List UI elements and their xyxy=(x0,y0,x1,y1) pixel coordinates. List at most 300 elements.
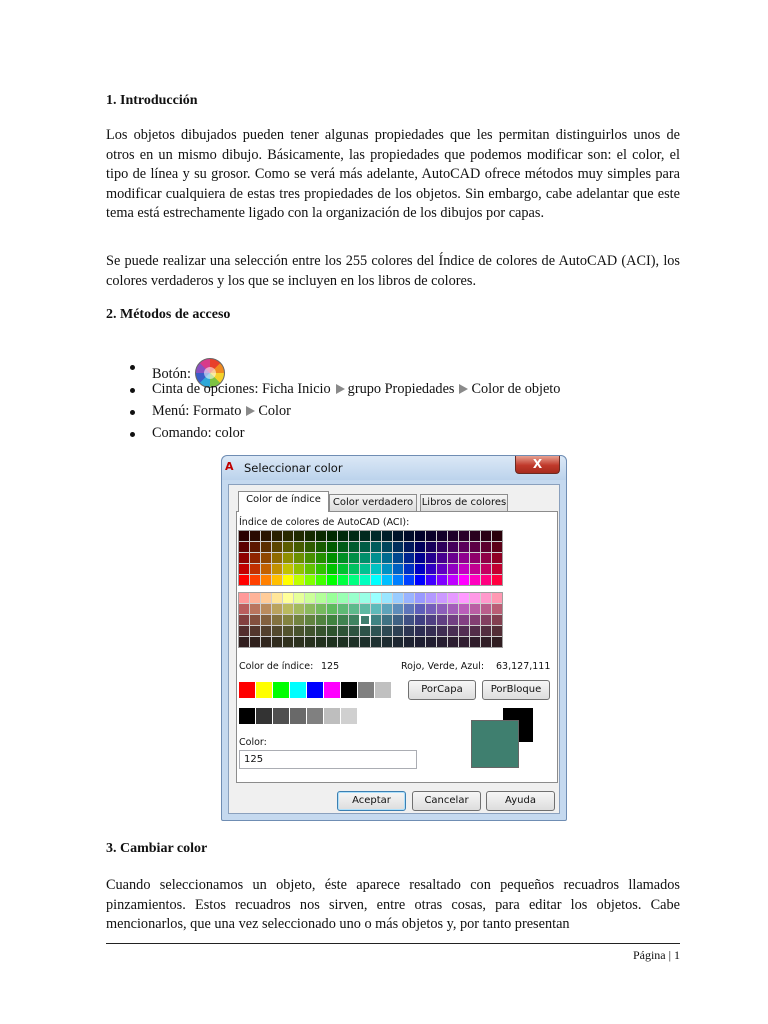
aci-swatch[interactable] xyxy=(492,615,502,625)
list-item-text: Comando: color xyxy=(152,425,245,441)
aci-swatch[interactable] xyxy=(294,542,304,552)
accept-button[interactable]: Aceptar xyxy=(337,791,406,811)
aci-swatch[interactable] xyxy=(393,626,403,636)
section-2-heading: 2. Métodos de acceso xyxy=(106,307,231,322)
aci-swatch[interactable] xyxy=(437,615,447,625)
aci-swatch[interactable] xyxy=(404,575,414,585)
gray-color-swatch[interactable] xyxy=(290,708,306,724)
aci-swatch[interactable] xyxy=(415,626,425,636)
aci-swatch[interactable] xyxy=(283,553,293,563)
aci-swatch[interactable] xyxy=(283,542,293,552)
aci-swatch[interactable] xyxy=(305,542,315,552)
aci-swatch[interactable] xyxy=(349,615,359,625)
standard-color-swatch[interactable] xyxy=(375,682,391,698)
aci-swatch[interactable] xyxy=(316,626,326,636)
aci-swatch[interactable] xyxy=(426,637,436,647)
aci-swatch[interactable] xyxy=(492,604,502,614)
aci-swatch[interactable] xyxy=(349,575,359,585)
aci-swatch[interactable] xyxy=(261,604,271,614)
aci-swatch[interactable] xyxy=(382,542,392,552)
aci-swatch[interactable] xyxy=(327,604,337,614)
aci-swatch[interactable] xyxy=(360,575,370,585)
aci-swatch[interactable] xyxy=(393,615,403,625)
aci-swatch[interactable] xyxy=(470,553,480,563)
aci-swatch[interactable] xyxy=(327,564,337,574)
aci-swatch[interactable] xyxy=(448,593,458,603)
aci-swatch[interactable] xyxy=(382,531,392,541)
aci-swatch[interactable] xyxy=(448,615,458,625)
aci-swatch[interactable] xyxy=(481,637,491,647)
aci-swatch[interactable] xyxy=(305,531,315,541)
aci-swatch[interactable] xyxy=(481,531,491,541)
aci-swatch[interactable] xyxy=(272,615,282,625)
aci-swatch[interactable] xyxy=(393,604,403,614)
aci-swatch[interactable] xyxy=(470,604,480,614)
aci-swatch[interactable] xyxy=(459,542,469,552)
aci-swatch[interactable] xyxy=(393,564,403,574)
aci-swatch[interactable] xyxy=(272,542,282,552)
aci-swatch[interactable] xyxy=(294,553,304,563)
aci-swatch[interactable] xyxy=(316,542,326,552)
aci-swatch[interactable] xyxy=(448,542,458,552)
aci-swatch[interactable] xyxy=(415,542,425,552)
aci-swatch[interactable] xyxy=(415,637,425,647)
list-item xyxy=(152,381,560,398)
aci-swatch[interactable] xyxy=(448,637,458,647)
aci-swatch[interactable] xyxy=(239,604,249,614)
aci-swatch[interactable] xyxy=(338,575,348,585)
aci-swatch[interactable] xyxy=(481,564,491,574)
standard-color-swatch[interactable] xyxy=(324,682,340,698)
aci-swatch[interactable] xyxy=(349,593,359,603)
aci-swatch[interactable] xyxy=(371,637,381,647)
aci-swatch[interactable] xyxy=(294,531,304,541)
aci-swatch[interactable] xyxy=(294,615,304,625)
aci-swatch[interactable] xyxy=(437,593,447,603)
aci-swatch[interactable] xyxy=(327,593,337,603)
aci-swatch[interactable] xyxy=(437,604,447,614)
aci-swatch[interactable] xyxy=(404,564,414,574)
aci-swatch[interactable] xyxy=(272,593,282,603)
aci-swatch[interactable] xyxy=(261,637,271,647)
aci-swatch[interactable] xyxy=(459,637,469,647)
aci-swatch[interactable] xyxy=(294,637,304,647)
aci-swatch[interactable] xyxy=(338,637,348,647)
aci-swatch[interactable] xyxy=(448,626,458,636)
aci-swatch[interactable] xyxy=(426,575,436,585)
aci-swatch[interactable] xyxy=(470,626,480,636)
aci-swatch[interactable] xyxy=(492,531,502,541)
grips-paragraph: Cuando seleccionamos un objeto, éste aparece resaltado con pequeños recuadros llamados pinzamientos. Estos recuadros nos sirven, entre otras cosas, para editar los objetos. Cabe mencionarlos, que una vez seleccionado uno o más objetos y, por tanto presentan xyxy=(106,877,680,933)
aci-swatch[interactable] xyxy=(360,626,370,636)
aci-swatch[interactable] xyxy=(239,531,249,541)
help-button[interactable]: Ayuda xyxy=(486,791,555,811)
aci-swatch[interactable] xyxy=(338,593,348,603)
aci-swatch[interactable] xyxy=(239,593,249,603)
list-item-text: Botón: xyxy=(152,366,191,382)
aci-swatch[interactable] xyxy=(470,575,480,585)
rgb-label: Rojo, Verde, Azul: xyxy=(401,661,485,672)
list-item-text: Color de objeto xyxy=(471,381,561,397)
aci-swatch[interactable] xyxy=(371,604,381,614)
aci-swatch[interactable] xyxy=(349,626,359,636)
standard-color-swatch[interactable] xyxy=(307,682,323,698)
aci-swatch[interactable] xyxy=(327,553,337,563)
aci-swatch[interactable] xyxy=(305,604,315,614)
aci-swatch[interactable] xyxy=(272,637,282,647)
aci-swatch[interactable] xyxy=(349,542,359,552)
new-color-swatch xyxy=(471,720,519,768)
aci-swatch[interactable] xyxy=(437,564,447,574)
aci-swatch[interactable] xyxy=(404,615,414,625)
aci-swatch[interactable] xyxy=(239,615,249,625)
aci-swatch[interactable] xyxy=(437,553,447,563)
aci-swatch[interactable] xyxy=(393,575,403,585)
aci-swatch[interactable] xyxy=(338,564,348,574)
aci-swatch[interactable] xyxy=(492,575,502,585)
aci-swatch[interactable] xyxy=(404,604,414,614)
aci-swatch[interactable] xyxy=(459,575,469,585)
aci-swatch[interactable] xyxy=(316,531,326,541)
standard-color-swatch[interactable] xyxy=(341,682,357,698)
aci-swatch[interactable] xyxy=(481,615,491,625)
aci-swatch[interactable] xyxy=(426,542,436,552)
aci-swatch[interactable] xyxy=(283,615,293,625)
aci-swatch[interactable] xyxy=(239,553,249,563)
aci-swatch[interactable] xyxy=(470,593,480,603)
aci-swatch[interactable] xyxy=(371,564,381,574)
aci-swatch[interactable] xyxy=(261,553,271,563)
aci-swatch[interactable] xyxy=(481,604,491,614)
aci-swatch[interactable] xyxy=(360,637,370,647)
aci-swatch[interactable] xyxy=(349,531,359,541)
aci-swatch[interactable] xyxy=(294,626,304,636)
list-item-text: Cinta de opciones: Ficha Inicio xyxy=(152,381,331,397)
aci-swatch[interactable] xyxy=(272,626,282,636)
aci-swatch[interactable] xyxy=(426,593,436,603)
dialog-titlebar[interactable] xyxy=(222,456,566,480)
gray-color-swatch[interactable] xyxy=(256,708,272,724)
gray-color-swatch[interactable] xyxy=(341,708,357,724)
aci-swatch[interactable] xyxy=(360,531,370,541)
aci-swatch[interactable] xyxy=(426,604,436,614)
aci-swatch[interactable] xyxy=(393,637,403,647)
bullet-dot xyxy=(130,388,135,393)
aci-swatch[interactable] xyxy=(415,604,425,614)
aci-swatch[interactable] xyxy=(437,542,447,552)
aci-swatch[interactable] xyxy=(404,593,414,603)
aci-swatch[interactable] xyxy=(492,553,502,563)
aci-tab-panel xyxy=(236,511,558,783)
aci-swatch[interactable] xyxy=(481,553,491,563)
tab-color-indice[interactable]: Color de índice xyxy=(238,491,329,512)
aci-swatch[interactable] xyxy=(459,626,469,636)
aci-swatch[interactable] xyxy=(294,604,304,614)
aci-swatch[interactable] xyxy=(382,626,392,636)
aci-swatch[interactable] xyxy=(492,542,502,552)
aci-swatch[interactable] xyxy=(250,637,260,647)
aci-swatch[interactable] xyxy=(470,542,480,552)
aci-swatch[interactable] xyxy=(338,626,348,636)
aci-swatch[interactable] xyxy=(470,615,480,625)
aci-swatch[interactable] xyxy=(426,553,436,563)
aci-swatch[interactable] xyxy=(294,575,304,585)
standard-color-swatch[interactable] xyxy=(239,682,255,698)
cancel-button[interactable]: Cancelar xyxy=(412,791,481,811)
aci-swatch[interactable] xyxy=(338,553,348,563)
aci-swatch[interactable] xyxy=(426,626,436,636)
aci-swatch[interactable] xyxy=(250,604,260,614)
aci-swatch[interactable] xyxy=(272,564,282,574)
aci-swatch[interactable] xyxy=(492,593,502,603)
bylayer-button[interactable]: PorCapa xyxy=(408,680,476,700)
aci-swatch[interactable] xyxy=(360,553,370,563)
aci-swatch[interactable] xyxy=(459,564,469,574)
aci-swatch[interactable] xyxy=(371,615,381,625)
aci-swatch[interactable] xyxy=(426,564,436,574)
close-icon: X xyxy=(532,457,543,471)
aci-swatch[interactable] xyxy=(360,615,370,625)
aci-swatch[interactable] xyxy=(349,604,359,614)
aci-swatch[interactable] xyxy=(470,637,480,647)
color-field-label: Color: xyxy=(239,737,267,748)
aci-swatch[interactable] xyxy=(305,593,315,603)
aci-swatch[interactable] xyxy=(327,542,337,552)
aci-swatch[interactable] xyxy=(404,626,414,636)
section-3-heading: 3. Cambiar color xyxy=(106,841,208,856)
standard-color-swatch[interactable] xyxy=(256,682,272,698)
aci-swatch[interactable] xyxy=(371,575,381,585)
aci-swatch[interactable] xyxy=(338,615,348,625)
aci-swatch[interactable] xyxy=(448,564,458,574)
page-number: Página | 1 xyxy=(632,948,680,962)
aci-swatch[interactable] xyxy=(250,626,260,636)
standard-color-swatch[interactable] xyxy=(358,682,374,698)
aci-swatch[interactable] xyxy=(448,531,458,541)
aci-swatch[interactable] xyxy=(437,531,447,541)
aci-swatch[interactable] xyxy=(327,575,337,585)
aci-swatch[interactable] xyxy=(360,542,370,552)
aci-swatch[interactable] xyxy=(415,553,425,563)
tab-libros-colores[interactable]: Libros de colores xyxy=(420,494,508,511)
aci-swatch[interactable] xyxy=(448,604,458,614)
aci-swatch[interactable] xyxy=(316,575,326,585)
aci-swatch[interactable] xyxy=(415,564,425,574)
aci-swatch[interactable] xyxy=(261,542,271,552)
aci-swatch[interactable] xyxy=(327,531,337,541)
autocad-logo-icon: A xyxy=(225,460,234,473)
tab-color-verdadero[interactable]: Color verdadero xyxy=(329,494,417,511)
aci-swatch[interactable] xyxy=(415,575,425,585)
aci-swatch[interactable] xyxy=(327,626,337,636)
standard-color-swatch[interactable] xyxy=(273,682,289,698)
aci-swatch[interactable] xyxy=(261,593,271,603)
aci-swatch[interactable] xyxy=(316,564,326,574)
list-item-text: grupo Propiedades xyxy=(347,381,455,397)
aci-swatch[interactable] xyxy=(239,542,249,552)
aci-swatch[interactable] xyxy=(382,553,392,563)
aci-swatch[interactable] xyxy=(393,593,403,603)
aci-swatch[interactable] xyxy=(316,553,326,563)
aci-swatch[interactable] xyxy=(294,593,304,603)
aci-swatch[interactable] xyxy=(349,553,359,563)
aci-swatch[interactable] xyxy=(481,575,491,585)
aci-swatch[interactable] xyxy=(382,604,392,614)
aci-swatch[interactable] xyxy=(305,626,315,636)
dialog-title: Seleccionar color xyxy=(244,461,343,475)
aci-swatch[interactable] xyxy=(459,604,469,614)
aci-swatch[interactable] xyxy=(338,542,348,552)
aci-swatch[interactable] xyxy=(239,637,249,647)
aci-swatch[interactable] xyxy=(305,637,315,647)
aci-swatch[interactable] xyxy=(272,531,282,541)
aci-swatch[interactable] xyxy=(393,542,403,552)
aci-swatch[interactable] xyxy=(360,564,370,574)
aci-swatch[interactable] xyxy=(250,575,260,585)
arrow-right-icon xyxy=(336,384,345,394)
gray-color-swatch[interactable] xyxy=(273,708,289,724)
aci-swatch[interactable] xyxy=(481,542,491,552)
aci-swatch[interactable] xyxy=(250,564,260,574)
aci-swatch[interactable] xyxy=(448,575,458,585)
aci-swatch[interactable] xyxy=(272,604,282,614)
aci-swatch[interactable] xyxy=(338,604,348,614)
aci-swatch[interactable] xyxy=(239,564,249,574)
aci-label: Índice de colores de AutoCAD (ACI): xyxy=(239,517,410,528)
aci-swatch[interactable] xyxy=(371,553,381,563)
aci-swatch[interactable] xyxy=(437,575,447,585)
aci-swatch[interactable] xyxy=(492,564,502,574)
aci-swatch[interactable] xyxy=(382,637,392,647)
footer-divider xyxy=(106,943,680,944)
aci-swatch[interactable] xyxy=(459,531,469,541)
aci-swatch[interactable] xyxy=(371,626,381,636)
aci-swatch[interactable] xyxy=(382,593,392,603)
aci-swatch[interactable] xyxy=(283,637,293,647)
gray-color-swatch[interactable] xyxy=(307,708,323,724)
aci-swatch[interactable] xyxy=(404,553,414,563)
list-item-text: Menú: Formato xyxy=(152,403,242,419)
byblock-button[interactable]: PorBloque xyxy=(482,680,550,700)
aci-swatch[interactable] xyxy=(261,575,271,585)
list-item xyxy=(152,425,245,442)
aci-swatch[interactable] xyxy=(415,615,425,625)
aci-swatch[interactable] xyxy=(371,593,381,603)
gray-colors-row xyxy=(239,708,359,726)
aci-swatch[interactable] xyxy=(360,604,370,614)
aci-swatch[interactable] xyxy=(261,626,271,636)
gray-color-swatch[interactable] xyxy=(239,708,255,724)
aci-swatch[interactable] xyxy=(316,615,326,625)
aci-swatch[interactable] xyxy=(360,593,370,603)
aci-swatch[interactable] xyxy=(316,604,326,614)
aci-palette-top[interactable] xyxy=(238,530,503,586)
bullet-dot xyxy=(130,410,135,415)
aci-swatch[interactable] xyxy=(338,531,348,541)
aci-swatch[interactable] xyxy=(459,615,469,625)
index-label: Color de índice: xyxy=(239,661,314,672)
aci-swatch[interactable] xyxy=(250,615,260,625)
aci-swatch[interactable] xyxy=(437,637,447,647)
aci-swatch[interactable] xyxy=(327,615,337,625)
aci-swatch[interactable] xyxy=(404,531,414,541)
aci-swatch[interactable] xyxy=(382,615,392,625)
aci-swatch[interactable] xyxy=(459,593,469,603)
aci-swatch[interactable] xyxy=(261,564,271,574)
aci-swatch[interactable] xyxy=(382,575,392,585)
color-input[interactable]: 125 xyxy=(239,750,417,769)
aci-swatch[interactable] xyxy=(371,542,381,552)
aci-swatch[interactable] xyxy=(272,575,282,585)
aci-paragraph: Se puede realizar una selección entre los 255 colores del Índice de colores de AutoCAD (ACI), los colores verdaderos y los que se incluyen en los libros de colores. xyxy=(106,253,680,289)
gray-color-swatch[interactable] xyxy=(324,708,340,724)
aci-swatch[interactable] xyxy=(272,553,282,563)
aci-swatch[interactable] xyxy=(305,564,315,574)
aci-swatch[interactable] xyxy=(415,593,425,603)
aci-swatch[interactable] xyxy=(448,553,458,563)
list-item xyxy=(152,403,291,420)
aci-swatch[interactable] xyxy=(283,593,293,603)
aci-swatch[interactable] xyxy=(305,575,315,585)
arrow-right-icon xyxy=(246,406,255,416)
aci-swatch[interactable] xyxy=(294,564,304,574)
aci-swatch[interactable] xyxy=(492,626,502,636)
aci-swatch[interactable] xyxy=(283,604,293,614)
aci-swatch[interactable] xyxy=(459,553,469,563)
aci-palette-bottom[interactable] xyxy=(238,592,503,648)
aci-swatch[interactable] xyxy=(261,615,271,625)
aci-swatch[interactable] xyxy=(316,637,326,647)
aci-swatch[interactable] xyxy=(327,637,337,647)
aci-swatch[interactable] xyxy=(481,626,491,636)
aci-swatch[interactable] xyxy=(283,575,293,585)
aci-swatch[interactable] xyxy=(250,531,260,541)
aci-swatch[interactable] xyxy=(316,593,326,603)
aci-swatch[interactable] xyxy=(250,553,260,563)
aci-swatch[interactable] xyxy=(261,531,271,541)
aci-swatch[interactable] xyxy=(283,626,293,636)
aci-swatch[interactable] xyxy=(470,564,480,574)
aci-swatch[interactable] xyxy=(470,531,480,541)
aci-swatch[interactable] xyxy=(415,531,425,541)
aci-swatch[interactable] xyxy=(404,542,414,552)
aci-swatch[interactable] xyxy=(426,531,436,541)
aci-swatch[interactable] xyxy=(250,593,260,603)
aci-swatch[interactable] xyxy=(283,564,293,574)
aci-swatch[interactable] xyxy=(239,575,249,585)
aci-swatch[interactable] xyxy=(250,542,260,552)
aci-swatch[interactable] xyxy=(305,553,315,563)
aci-swatch[interactable] xyxy=(382,564,392,574)
aci-swatch[interactable] xyxy=(349,564,359,574)
aci-swatch[interactable] xyxy=(404,637,414,647)
aci-swatch[interactable] xyxy=(393,553,403,563)
aci-swatch[interactable] xyxy=(492,637,502,647)
aci-swatch[interactable] xyxy=(426,615,436,625)
standard-color-swatch[interactable] xyxy=(290,682,306,698)
index-value: 125 xyxy=(321,661,340,672)
standard-colors-row xyxy=(239,682,394,700)
aci-swatch[interactable] xyxy=(349,637,359,647)
aci-swatch[interactable] xyxy=(305,615,315,625)
close-button[interactable] xyxy=(515,456,560,474)
aci-swatch[interactable] xyxy=(481,593,491,603)
aci-swatch[interactable] xyxy=(283,531,293,541)
aci-swatch[interactable] xyxy=(371,531,381,541)
aci-swatch[interactable] xyxy=(393,531,403,541)
aci-swatch[interactable] xyxy=(239,626,249,636)
aci-swatch[interactable] xyxy=(437,626,447,636)
